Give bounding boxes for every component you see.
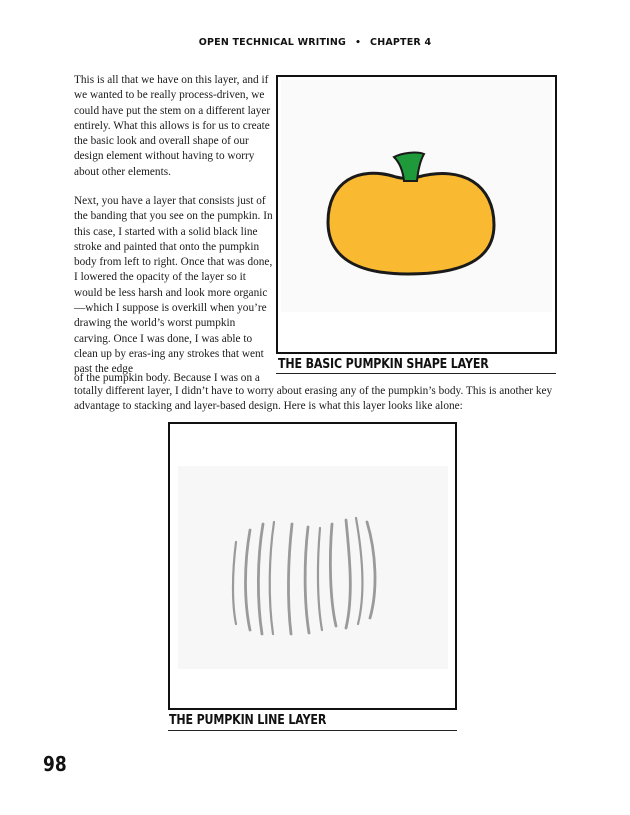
paragraph-1: This is all that we have on this layer, and if we wanted to be really process-driven, we could have put the stem on a different layer entirely. What this allows is for us to create the basic look and overall shape of our design element without having to worry about other elements. [74,74,271,178]
pumpkin-body [328,173,494,274]
paragraph-2-continued: totally different layer, I didn’t have to worry about erasing any of the pumpkin’s body. This is another key advantage to stacking and layer-based design. Here is what this layer looks like alone: [74,385,553,413]
running-header [0,37,630,48]
chapter-label: CHAPTER 4 [370,37,432,48]
canvas-background [178,466,448,669]
book-title: OPEN TECHNICAL WRITING [198,37,347,48]
page-number: 98 [43,752,67,776]
pumpkin-lines-illustration [170,424,455,708]
paragraph-2: Next, you have a layer that consists just of the banding that you see on the pumpkin. In this case, I started with a solid black line stroke and painted that onto the pumpkin body from left to right. Once that was done, I lowered the opacity of the layer so it would be less harsh and look more organic—which I suppose is overkill when you’re drawing the world’s worst pumpkin carving. Once I was done, I was able to clean up by eras-ing any strokes that went past the edge [74,195,273,376]
caption-rule-1 [276,373,556,374]
header-separator: • [355,38,362,48]
pumpkin-shape-illustration [278,77,555,352]
figure-pumpkin-lines [168,422,457,710]
figure-caption-2: THE PUMPKIN LINE LAYER [169,712,327,728]
caption-rule-2 [168,730,457,731]
figure-caption-1: THE BASIC PUMPKIN SHAPE LAYER [278,356,489,372]
paragraph-2-tail: of the pumpkin body. Because I was on a [74,372,260,384]
figure-pumpkin-shape [276,75,557,354]
